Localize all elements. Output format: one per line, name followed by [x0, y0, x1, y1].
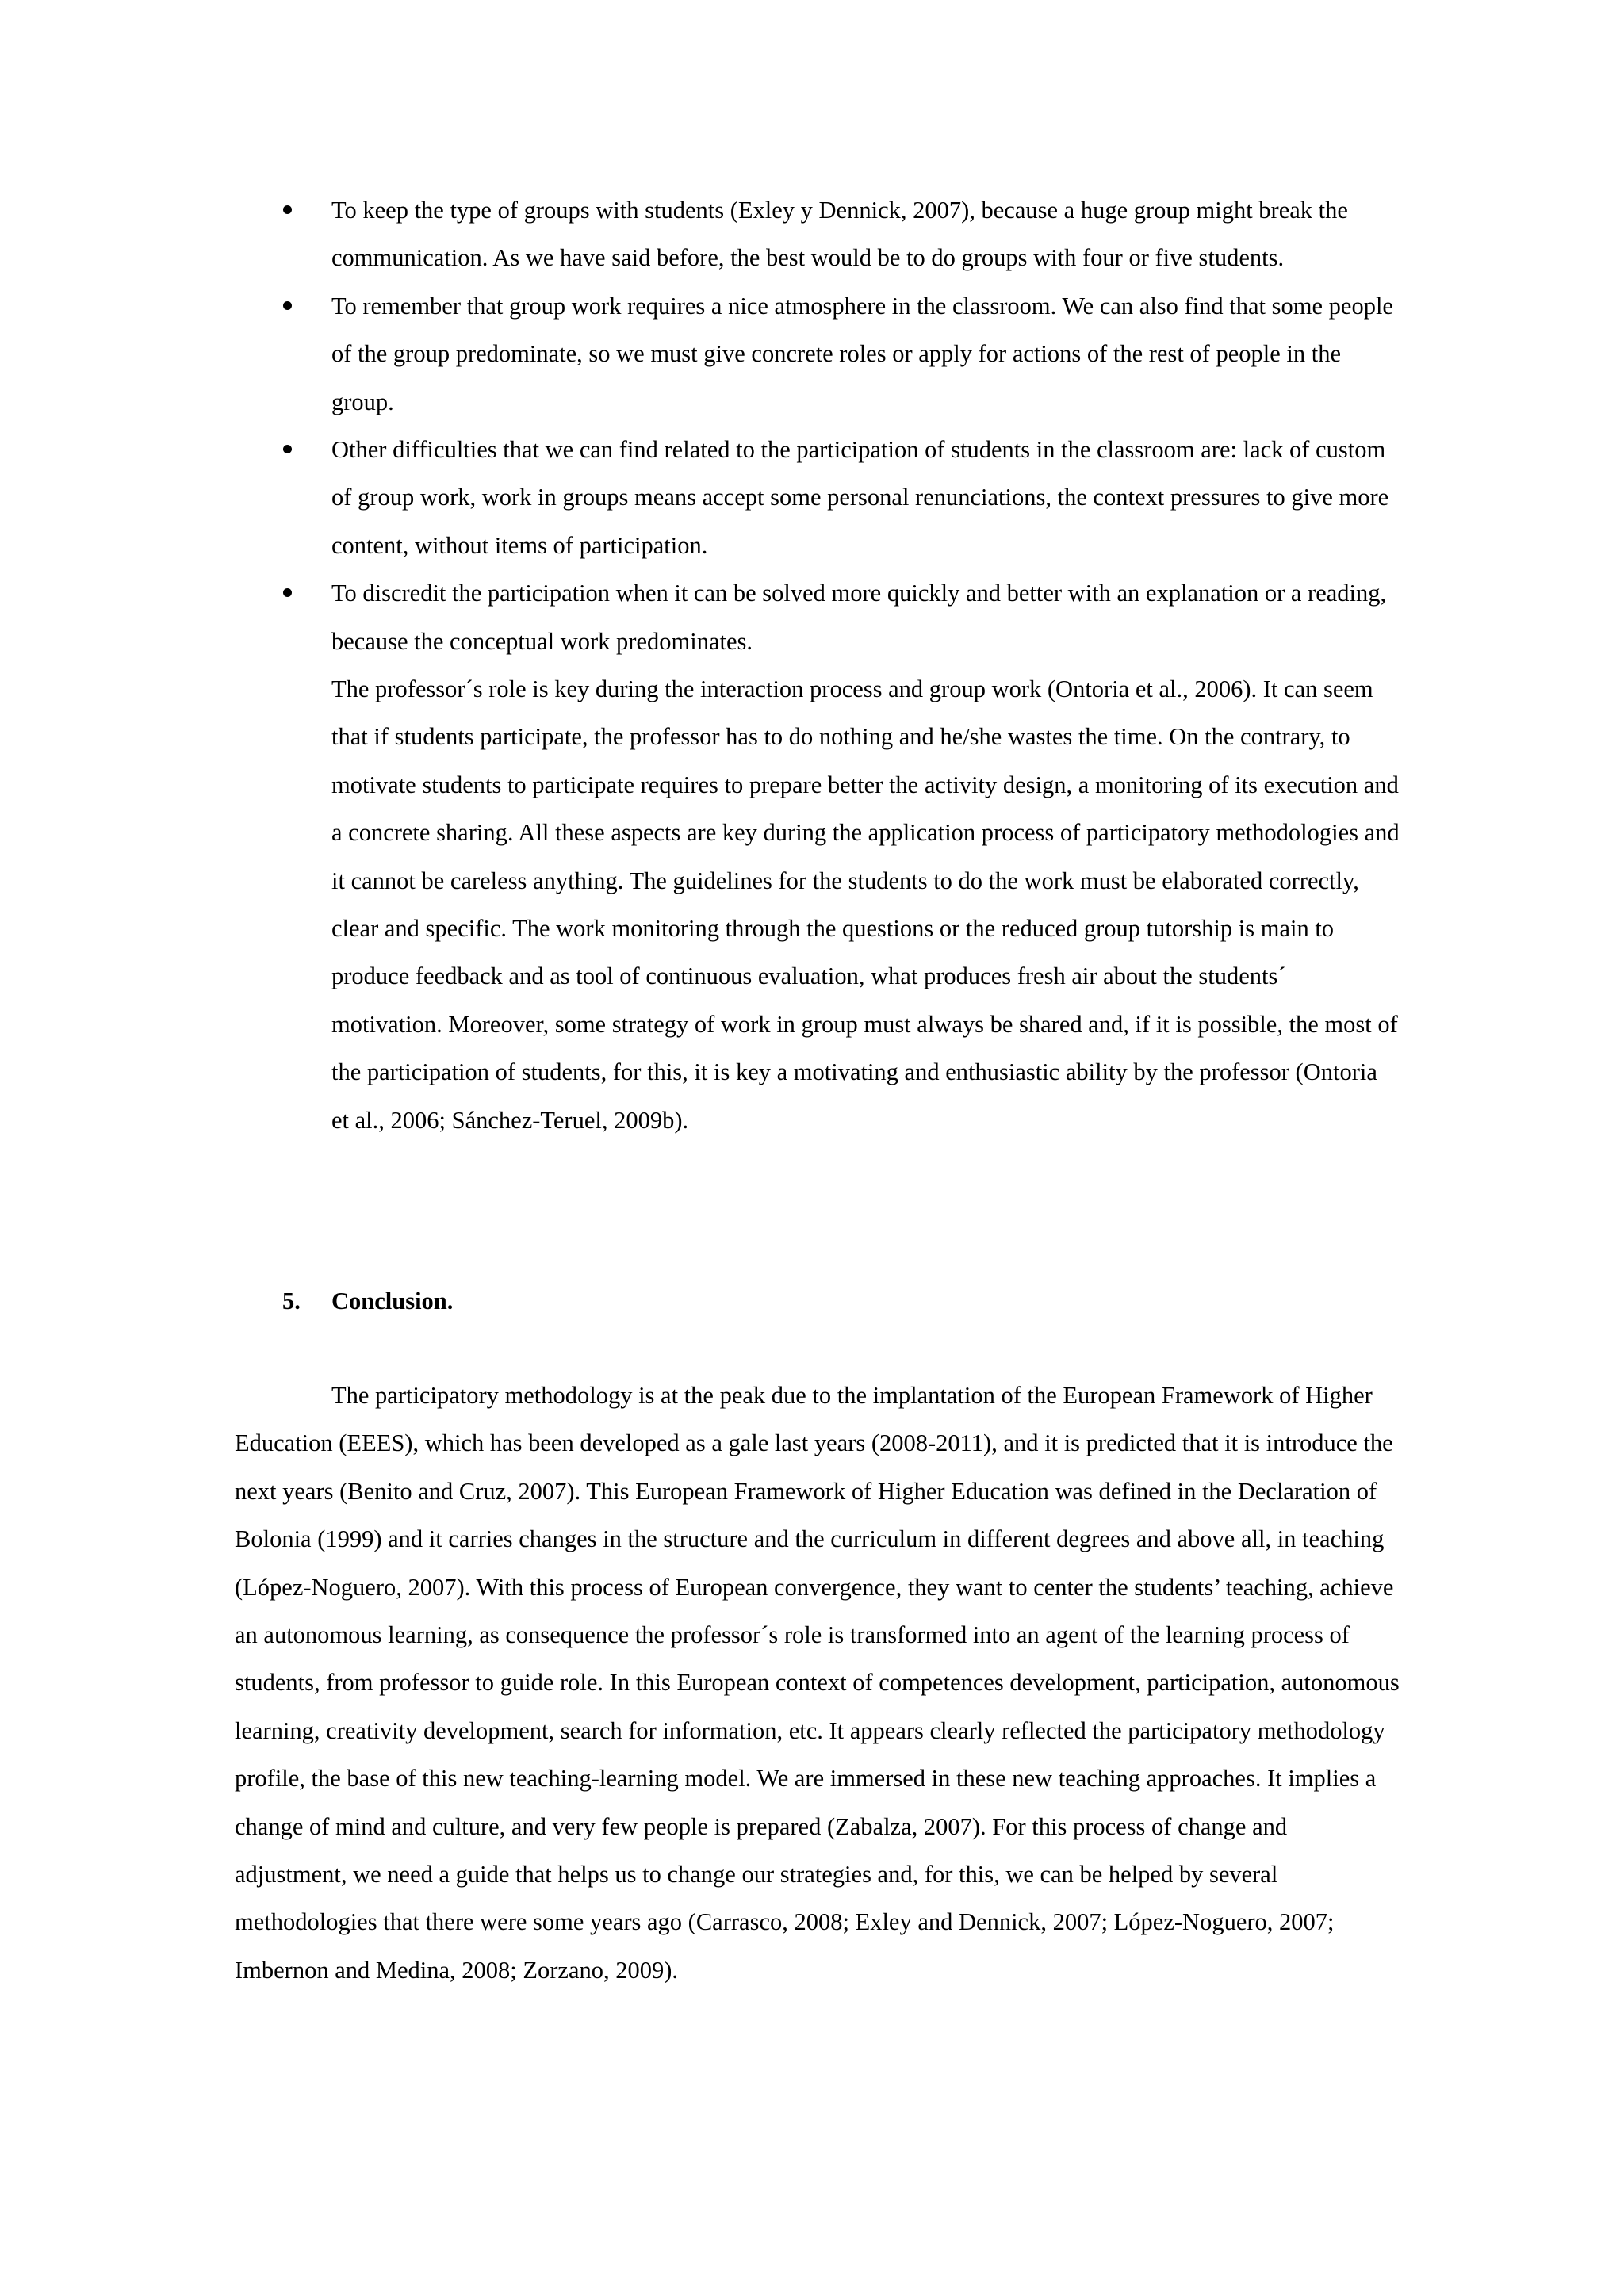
bullet-item — [235, 426, 1400, 569]
bullet-text: Other difficulties that we can find related to the participation of students in the classroom are: lack of custom of group work, work in groups means accept some personal renunciations, the context pressures to give more content, without items of participation. — [331, 436, 1389, 559]
section-number: 5. — [282, 1288, 301, 1314]
bullet-item — [235, 186, 1400, 282]
bullet-dot-icon — [283, 588, 292, 597]
conclusion-paragraph: The participatory methodology is at the peak due to the implantation of the European Framework of Higher Education (EEES), which has been developed as a gale last years (2008-2011), and it is predicted that it is introduce the next years (Benito and Cruz, 2007). This European Framework of Higher Education was defined in the Declaration of Bolonia (1999) and it carries changes in the structure and the curriculum in different degrees and above all, in teaching (López-Noguero, 2007). With this process of European convergence, they want to center the students’ teaching, achieve an autonomous learning, as consequence the professor´s role is transformed into an agent of the learning process of students, from professor to guide role. In this European context of competences development, participation, autonomous learning, creativity development, search for information, etc. It appears clearly reflected the participatory methodology profile, the base of this new teaching-learning model. We are immersed in these new teaching approaches. It implies a change of mind and culture, and very few people is prepared (Zabalza, 2007). For this process of change and adjustment, we need a guide that helps us to change our strategies and, for this, we can be helped by several methodologies that there were some years ago (Carrasco, 2008; Exley and Dennick, 2007; López-Noguero, 2007; Imbernon and Medina, 2008; Zorzano, 2009). — [235, 1382, 1400, 1984]
bullet-text: To keep the type of groups with students (Exley y Dennick, 2007), because a huge group might break the communication. As we have said before, the best would be to do groups with four or five students. — [331, 197, 1348, 272]
bullet-list — [235, 186, 1400, 665]
bullet-dot-icon — [283, 445, 292, 453]
bullet-item — [235, 569, 1400, 665]
section-heading — [282, 1277, 1400, 1325]
bullet-dot-icon — [283, 205, 292, 214]
bullet-item — [235, 282, 1400, 426]
bullet-text: To discredit the participation when it can be solved more quickly and better with an explanation or a reading, because the conceptual work predominates. — [331, 580, 1387, 655]
bullet-dot-icon — [283, 301, 292, 310]
section-title: Conclusion. — [331, 1288, 454, 1314]
professor-role-paragraph: The professor´s role is key during the interaction process and group work (Ontoria et al., 2006). It can seem that if students participate, the professor has to do nothing and he/she wastes the time. On the contrary, to motivate students to participate requires to prepare better the activity design, a monitoring of its execution and a concrete sharing. All these aspects are key during the application process of participatory methodologies and it cannot be careless anything. The guidelines for the students to do the work must be elaborated correctly, clear and specific. The work monitoring through the questions or the reduced group tutorship is main to produce feedback and as tool of continuous evaluation, what produces fresh air about the students´ motivation. Moreover, some strategy of work in group must always be shared and, if it is possible, the most of the participation of students, for this, it is key a motivating and enthusiastic ability by the professor (Ontoria et al., 2006; Sánchez-Teruel, 2009b). — [331, 675, 1400, 1134]
bullet-text: To remember that group work requires a nice atmosphere in the classroom. We can also find that some people of the group predominate, so we must give concrete roles or apply for actions of the rest of people in the group. — [331, 292, 1393, 415]
